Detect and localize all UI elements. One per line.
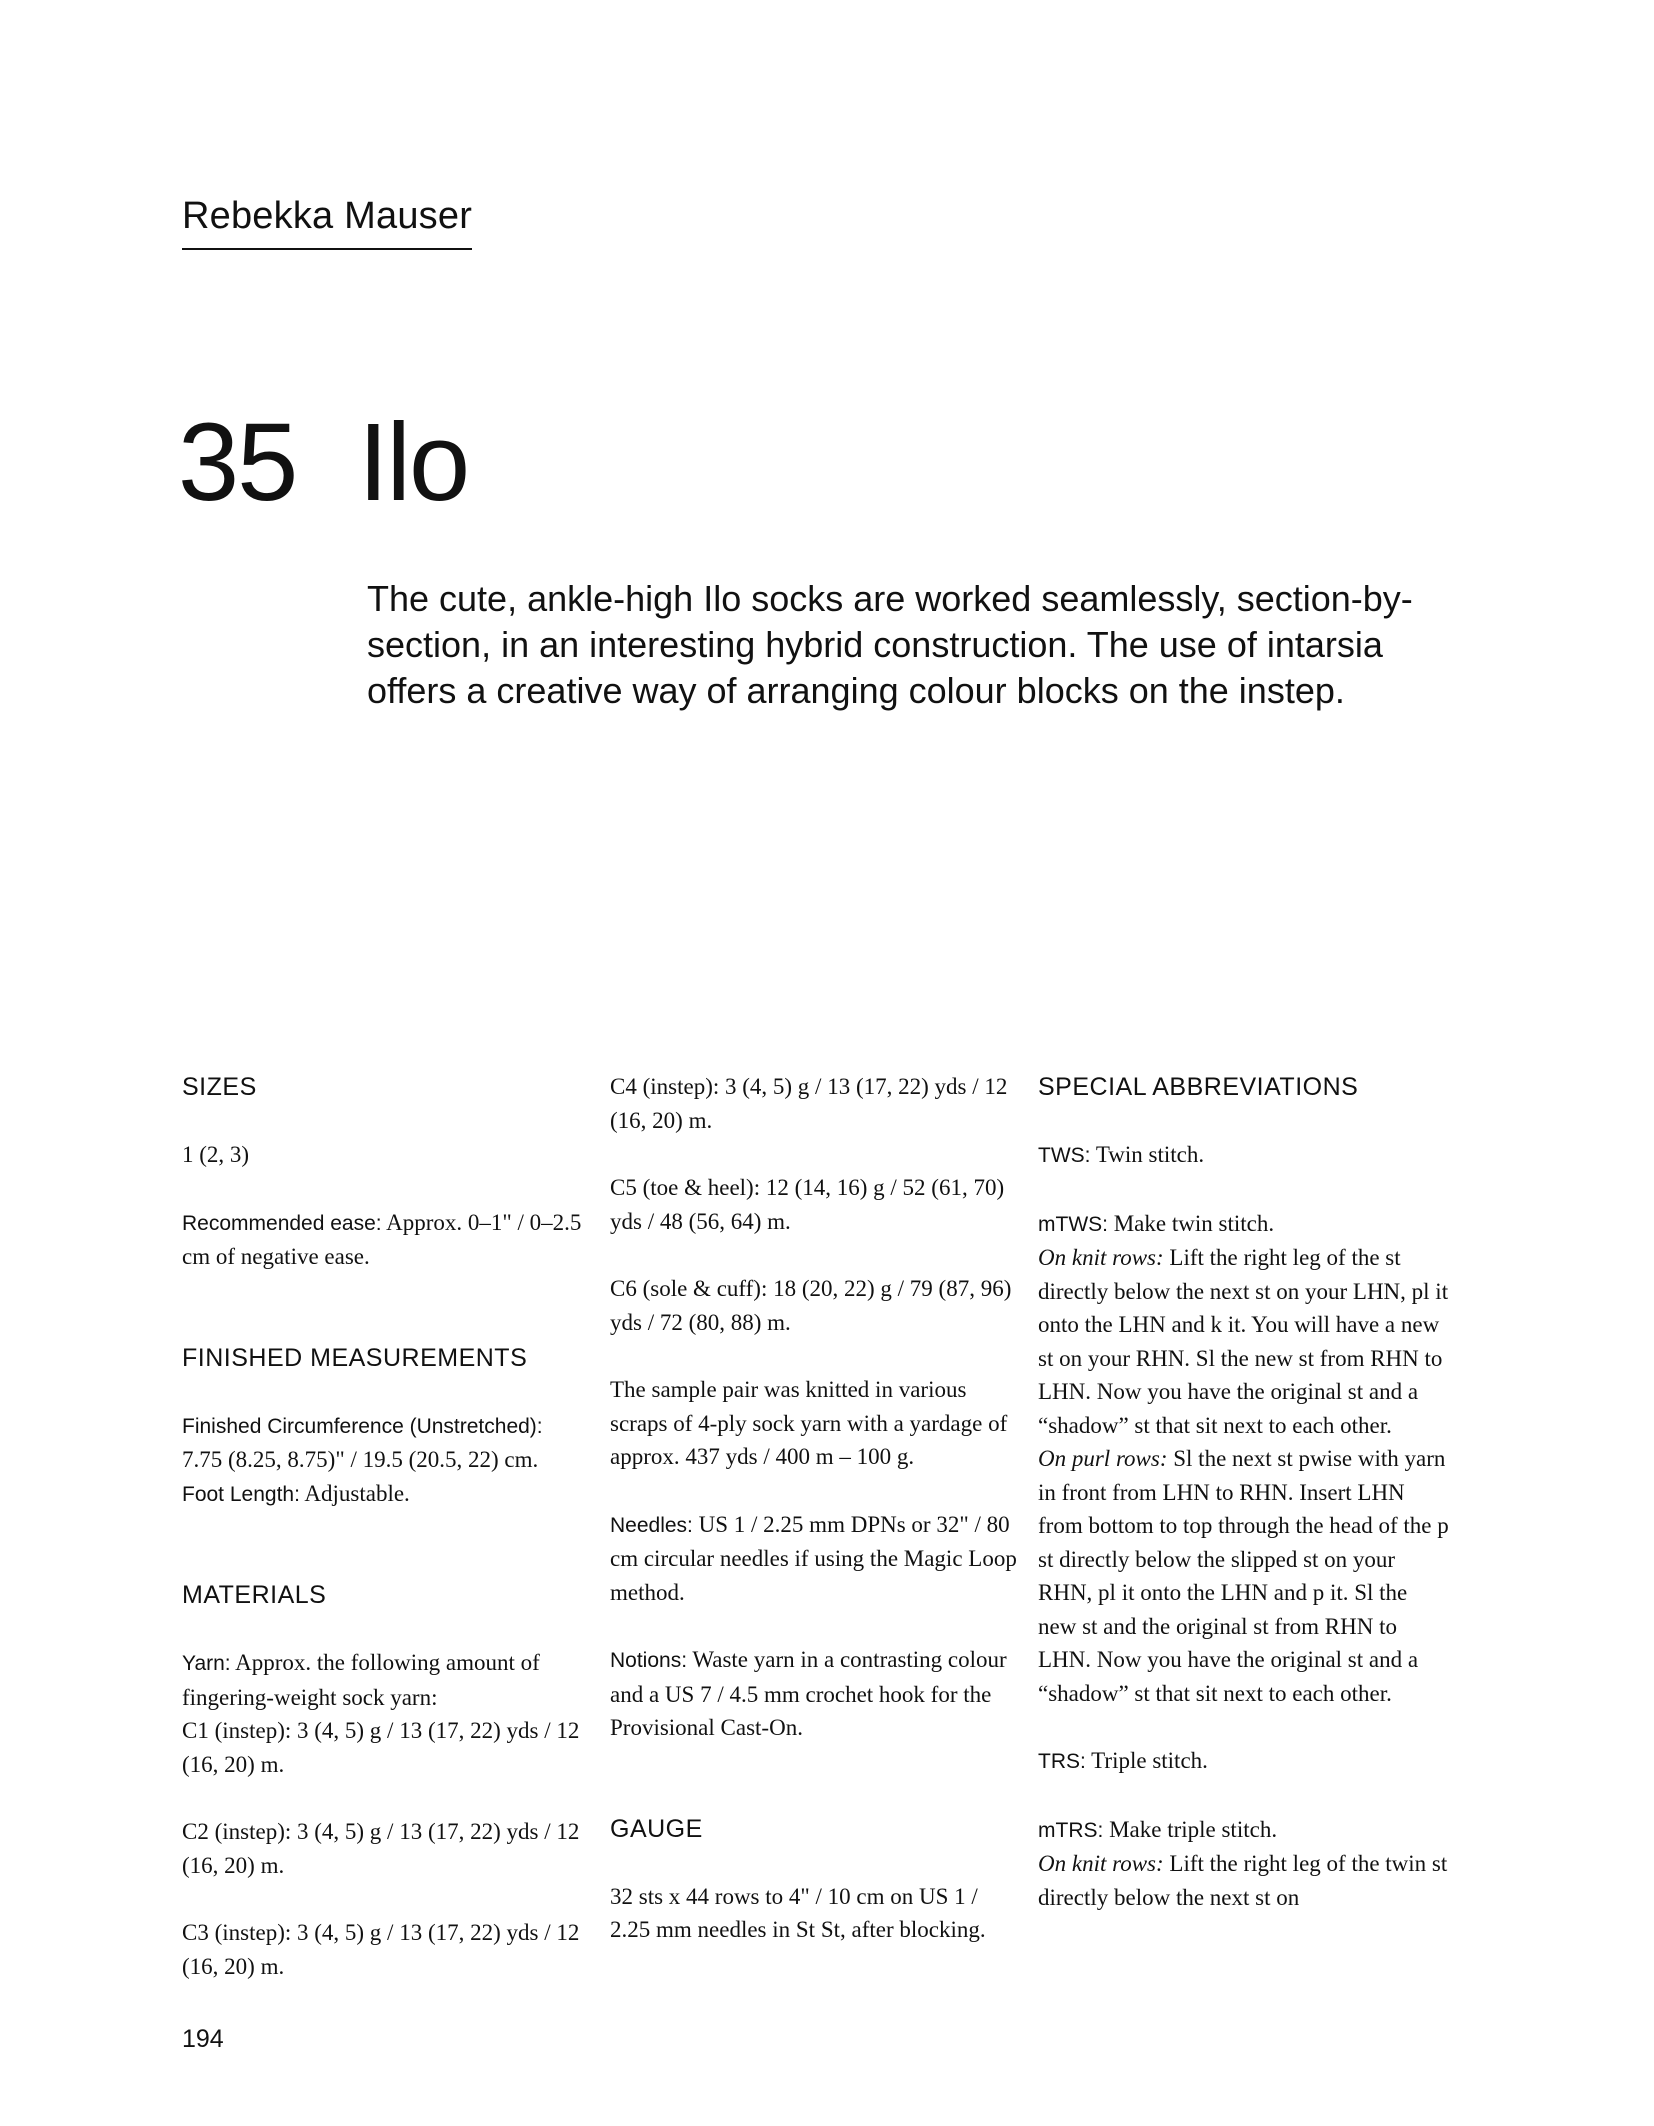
yarn-c6: C6 (sole & cuff): 18 (20, 22) g / 79 (87, 96) yds / 72 (80, 88) m. [610, 1276, 1012, 1335]
mtws-knit-label: On knit rows: [1038, 1245, 1164, 1270]
mtws-knit-text: Lift the right leg of the st directly below the next st on your LHN, pl it onto the LHN and k it. You will have a new st on your RHN. Sl the new st from RHN to LHN. Now you have the original st and a “shadow” st that sit next to each other. [1038, 1245, 1449, 1438]
mtrs-entry [1038, 1813, 1450, 1848]
mtws-value: Make twin stitch. [1107, 1210, 1275, 1236]
circumference-value: 7.75 (8.25, 8.75)" / 19.5 (20.5, 22) cm. [182, 1447, 539, 1472]
notions-value: Waste yarn in a contrasting colour and a US 7 / 4.5 mm crochet hook for the Provisional Cast-On. [610, 1647, 1007, 1740]
foot-length-value: Adjustable. [299, 1480, 410, 1506]
ease-value: Approx. 0–1" / 0–2.5 cm of negative ease. [182, 1209, 582, 1269]
abbreviations-heading: SPECIAL ABBREVIATIONS [1038, 1073, 1359, 1101]
tws-entry [1038, 1138, 1450, 1173]
yarn-c5: C5 (toe & heel): 12 (14, 16) g / 52 (61, 70) yds / 48 (56, 64) m. [610, 1175, 1005, 1234]
tws-value: Twin stitch. [1090, 1142, 1205, 1167]
pattern-name: Ilo [358, 401, 469, 524]
ease-text [182, 1206, 594, 1274]
yarn-c3: C3 (instep): 3 (4, 5) g / 13 (17, 22) yds / 12 (16, 20) m. [182, 1920, 580, 1979]
page-number: 194 [182, 2025, 224, 2053]
mtws-purl-rows [1038, 1442, 1450, 1710]
circumference-label: Finished Circumference (Unstretched): [182, 1414, 543, 1438]
gauge-heading: GAUGE [610, 1814, 703, 1843]
mtrs-knit-text: Lift the right leg of the twin st directly below the next st on [1038, 1851, 1448, 1910]
foot-length-label: Foot Length: [182, 1482, 300, 1506]
mtrs-value: Make triple stitch. [1103, 1816, 1278, 1842]
foot-length-text [182, 1477, 594, 1512]
pattern-number: 35 [178, 401, 297, 524]
yarn-text [182, 1646, 594, 1714]
needles-label: Needles: [610, 1513, 693, 1537]
column-right [1038, 1070, 1450, 1914]
mtrs-knit-rows [1038, 1847, 1450, 1914]
column-left [182, 1070, 594, 1983]
ease-label: Recommended ease: [182, 1211, 382, 1235]
mtws-purl-label: On purl rows: [1038, 1446, 1168, 1471]
trs-entry [1038, 1744, 1450, 1779]
needles-text [610, 1508, 1022, 1610]
sizes-values: 1 (2, 3) [182, 1142, 250, 1167]
tws-label: TWS: [1038, 1144, 1091, 1167]
trs-value: Triple stitch. [1085, 1748, 1208, 1773]
materials-heading: MATERIALS [182, 1581, 327, 1609]
trs-label: TRS: [1038, 1750, 1086, 1773]
yarn-c1: C1 (instep): 3 (4, 5) g / 13 (17, 22) yds / 12 (16, 20) m. [182, 1718, 580, 1777]
mtws-label: mTWS: [1038, 1212, 1108, 1236]
sizes-heading: SIZES [182, 1073, 257, 1101]
notions-label: Notions: [610, 1649, 688, 1672]
mtrs-label: mTRS: [1038, 1818, 1104, 1842]
sample-note: The sample pair was knitted in various scraps of 4-ply sock yarn with a yardage of approx. 437 yds / 400 m – 100 g. [610, 1377, 1008, 1469]
mtws-purl-text: Sl the next st pwise with yarn in front from LHN to RHN. Insert LHN from bottom to top through the head of the p st directly below the slipped st on your RHN, pl it onto the LHN and p it. Sl the new st and the original st from RHN to LHN. Now you have the original st and a “shadow” st that sit next to each other. [1038, 1446, 1449, 1706]
author-name: Rebekka Mauser [182, 192, 472, 250]
mtws-entry [1038, 1207, 1450, 1242]
intro-paragraph: The cute, ankle-high Ilo socks are worked seamlessly, section-by-section, in an interesting hybrid construction. The use of intarsia offers a creative way of arranging colour blocks on the instep. [367, 578, 1413, 711]
notions-text [610, 1643, 1022, 1745]
yarn-c4: C4 (instep): 3 (4, 5) g / 13 (17, 22) yds / 12 (16, 20) m. [610, 1074, 1008, 1133]
mtrs-knit-label: On knit rows: [1038, 1851, 1164, 1876]
pattern-title [178, 398, 468, 528]
yarn-label: Yarn: [182, 1652, 231, 1675]
mtws-knit-rows [1038, 1241, 1450, 1442]
yarn-value: Approx. the following amount of fingering-weight sock yarn: [182, 1650, 540, 1710]
column-middle [610, 1070, 1022, 1947]
circumference-text [182, 1409, 594, 1477]
finished-heading: FINISHED MEASUREMENTS [182, 1343, 528, 1372]
needles-value: US 1 / 2.25 mm DPNs or 32" / 80 cm circular needles if using the Magic Loop method. [610, 1511, 1017, 1605]
gauge-text: 32 sts x 44 rows to 4" / 10 cm on US 1 / 2.25 mm needles in St St, after blocking. [610, 1883, 986, 1942]
yarn-c2: C2 (instep): 3 (4, 5) g / 13 (17, 22) yds / 12 (16, 20) m. [182, 1819, 580, 1878]
